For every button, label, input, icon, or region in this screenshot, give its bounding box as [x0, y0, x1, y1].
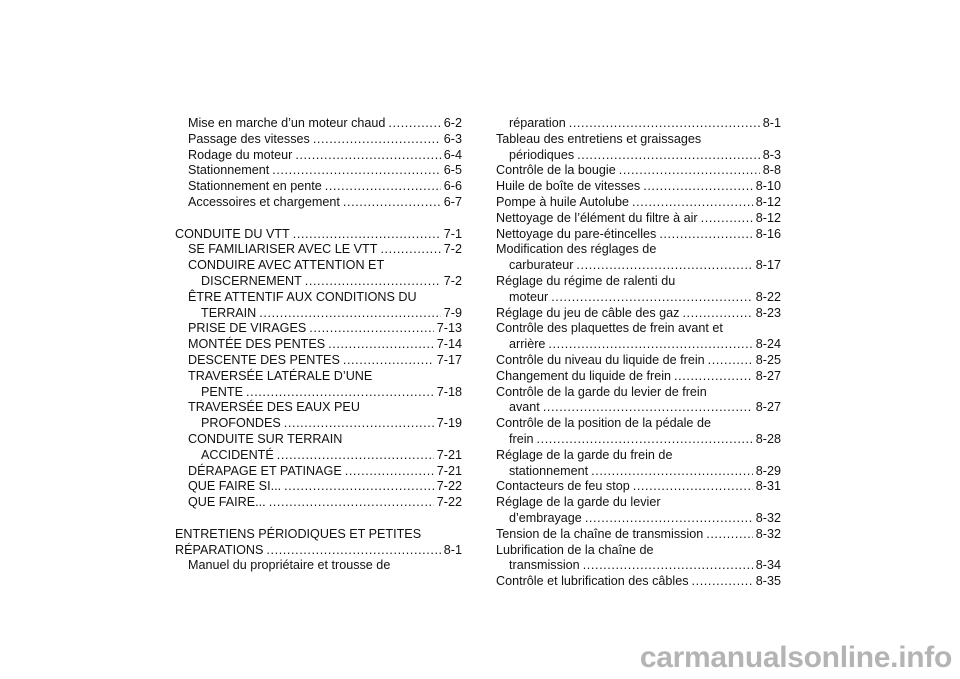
- toc-entry-label: RÉPARATIONS: [175, 542, 264, 557]
- toc-dot-leader: [343, 195, 441, 211]
- toc-entry[interactable]: [175, 448, 462, 464]
- toc-entry[interactable]: [175, 306, 462, 322]
- toc-page-number: 8-1: [762, 116, 781, 130]
- toc-entry[interactable]: [175, 321, 462, 337]
- toc-entry-label: Accessoires et chargement: [188, 194, 340, 209]
- toc-page-number: 8-12: [755, 194, 781, 209]
- toc-dot-leader: [619, 163, 760, 179]
- toc-entry-label: Stationnement: [188, 163, 270, 178]
- toc-entry-label: Contrôle de la garde du levier de frein: [496, 384, 707, 399]
- toc-page-number: 8-16: [755, 226, 781, 241]
- toc-dot-leader: [388, 116, 440, 132]
- toc-entry-continued[interactable]: [175, 400, 462, 416]
- toc-entry[interactable]: [175, 132, 462, 148]
- toc-entry-label: Modification des réglages de: [496, 242, 657, 257]
- toc-dot-leader: [309, 321, 434, 337]
- toc-entry-label: Pompe à huile Autolube: [496, 194, 630, 209]
- toc-entry[interactable]: [496, 148, 781, 164]
- toc-entry-continued[interactable]: [175, 432, 462, 448]
- toc-entry-label: Mise en marche d’un moteur chaud: [188, 116, 386, 130]
- toc-entry[interactable]: [496, 432, 781, 448]
- toc-entry-continued[interactable]: [496, 321, 781, 337]
- toc-entry[interactable]: [496, 290, 781, 306]
- toc-entry-label: Huile de boîte de vitesses: [496, 179, 641, 194]
- toc-page-number: 7-22: [436, 495, 462, 510]
- toc-dot-leader: [692, 574, 753, 590]
- toc-entry-label: périodiques: [509, 147, 575, 162]
- toc-page-number: 6-7: [443, 194, 462, 209]
- toc-entry-label: CONDUITE SUR TERRAIN: [188, 431, 343, 446]
- toc-entry-label: CONDUIRE AVEC ATTENTION ET: [188, 258, 385, 273]
- toc-dot-leader: [643, 179, 753, 195]
- toc-entry[interactable]: [175, 179, 462, 195]
- toc-entry-label: ACCIDENTÉ: [201, 447, 274, 462]
- toc-gap: [175, 211, 462, 227]
- toc-entry[interactable]: [496, 353, 781, 369]
- toc-dot-leader: [551, 290, 753, 306]
- toc-entry-label: Contrôle et lubrification des câbles: [496, 574, 689, 589]
- toc-dot-leader: [682, 306, 752, 322]
- toc-dot-leader: [328, 337, 434, 353]
- toc-entry-label: moteur: [509, 289, 549, 304]
- toc-entry[interactable]: [175, 148, 462, 164]
- toc-entry-label: PRISE DE VIRAGES: [188, 321, 307, 336]
- toc-page-number: 8-27: [755, 400, 781, 415]
- toc-entry[interactable]: [496, 369, 781, 385]
- toc-entry-label: Réglage de la garde du levier: [496, 495, 661, 510]
- toc-page-number: 8-10: [755, 179, 781, 194]
- toc-entry[interactable]: [496, 227, 781, 243]
- toc-page-number: 8-12: [755, 210, 781, 225]
- toc-entry-continued[interactable]: [175, 369, 462, 385]
- toc-dot-leader: [585, 511, 753, 527]
- toc-gap: [175, 511, 462, 527]
- toc-entry-label: Réglage du régime de ralenti du: [496, 273, 676, 288]
- toc-entry-label: transmission: [509, 558, 580, 573]
- toc-entry-continued[interactable]: [496, 242, 781, 258]
- toc-page-number: 7-9: [443, 305, 462, 320]
- toc-entry-continued[interactable]: [496, 132, 781, 148]
- toc-dot-leader: [345, 464, 434, 480]
- toc-page-number: 8-28: [755, 431, 781, 446]
- toc-entry-continued[interactable]: [496, 495, 781, 511]
- toc-dot-leader: [295, 148, 440, 164]
- toc-dot-leader: [266, 543, 440, 559]
- toc-entry-label: QUE FAIRE...: [188, 495, 266, 510]
- toc-entry-label: DÉRAPAGE ET PATINAGE: [188, 463, 342, 478]
- toc-dot-leader: [272, 163, 441, 179]
- toc-entry-label: frein: [509, 431, 534, 446]
- toc-entry[interactable]: [175, 416, 462, 432]
- toc-entry[interactable]: [496, 306, 781, 322]
- toc-page-number: 6-6: [443, 179, 462, 194]
- toc-dot-leader: [632, 195, 753, 211]
- toc-entry[interactable]: [496, 116, 781, 132]
- toc-entry-label: avant: [509, 400, 540, 415]
- toc-page-number: 6-4: [443, 147, 462, 162]
- toc-entry[interactable]: [496, 464, 781, 480]
- toc-entry[interactable]: [175, 274, 462, 290]
- toc-page-number: 7-13: [436, 321, 462, 336]
- toc-entry-label: Contrôle de la bougie: [496, 163, 616, 178]
- toc-entry[interactable]: [175, 353, 462, 369]
- toc-dot-leader: [537, 432, 753, 448]
- toc-page-number: 8-23: [755, 305, 781, 320]
- toc-entry[interactable]: [175, 242, 462, 258]
- toc-page-number: 8-25: [755, 352, 781, 367]
- toc-dot-leader: [380, 242, 440, 258]
- toc-page-number: 7-21: [436, 447, 462, 462]
- toc-entry[interactable]: [496, 195, 781, 211]
- toc-dot-leader: [576, 258, 752, 274]
- toc-dot-leader: [659, 227, 752, 243]
- toc-entry-label: Contrôle des plaquettes de frein avant et: [496, 321, 723, 336]
- toc-entry-label: TRAVERSÉE LATÉRALE D’UNE: [188, 368, 373, 383]
- toc-entry-label: Lubrification de la chaîne de: [496, 542, 654, 557]
- toc-entry-continued[interactable]: [496, 274, 781, 290]
- toc-entry-label: Tableau des entretiens et graissages: [496, 131, 702, 146]
- toc-entry[interactable]: [496, 179, 781, 195]
- toc-dot-leader: [259, 306, 441, 322]
- toc-entry-continued[interactable]: [175, 558, 462, 574]
- toc-entry-label: CONDUITE DU VTT: [175, 226, 290, 241]
- toc-page-number: 8-32: [755, 510, 781, 525]
- toc-page-number: 8-24: [755, 337, 781, 352]
- toc-dot-leader: [701, 211, 753, 227]
- toc-entry-label: TRAVERSÉE DES EAUX PEU: [188, 400, 360, 415]
- toc-entry-label: Passage des vitesses: [188, 131, 310, 146]
- toc-page-number: 7-14: [436, 337, 462, 352]
- toc-entry-label: arrière: [509, 337, 546, 352]
- toc-entry-continued[interactable]: [175, 290, 462, 306]
- toc-entry-label: Rodage du moteur: [188, 147, 293, 162]
- toc-entry-label: PENTE: [201, 384, 243, 399]
- toc-entry-label: MONTÉE DES PENTES: [188, 337, 326, 352]
- toc-entry-label: SE FAMILIARISER AVEC LE VTT: [188, 242, 378, 257]
- toc-entry[interactable]: [496, 511, 781, 527]
- toc-entry-label: Contrôle du niveau du liquide de frein: [496, 352, 705, 367]
- toc-dot-leader: [284, 416, 434, 432]
- toc-entry-label: d’embrayage: [509, 510, 582, 525]
- toc-dot-leader: [246, 385, 434, 401]
- toc-dot-leader: [708, 353, 753, 369]
- toc-entry-continued[interactable]: [496, 385, 781, 401]
- toc-entry-label: TERRAIN: [201, 305, 257, 320]
- toc-page-number: 8-35: [755, 574, 781, 589]
- toc-dot-leader: [269, 495, 434, 511]
- toc-page-number: 8-3: [762, 147, 781, 162]
- toc-dot-leader: [569, 116, 760, 132]
- toc-entry-label: DESCENTE DES PENTES: [188, 352, 340, 367]
- toc-entry-label: Tension de la chaîne de transmission: [496, 526, 704, 541]
- toc-entry[interactable]: [175, 385, 462, 401]
- toc-entry-label: Manuel du propriétaire et trousse de: [188, 558, 391, 573]
- toc-dot-leader: [583, 558, 753, 574]
- toc-entry-label: DISCERNEMENT: [201, 273, 302, 288]
- toc-dot-leader: [305, 274, 441, 290]
- toc-page-number: 8-31: [755, 479, 781, 494]
- toc-entry[interactable]: [496, 400, 781, 416]
- toc-entry-continued[interactable]: [496, 416, 781, 432]
- toc-dot-leader: [706, 527, 753, 543]
- toc-page-number: 8-8: [762, 163, 781, 178]
- toc-entry-label: ÊTRE ATTENTIF AUX CONDITIONS DU: [188, 289, 417, 304]
- toc-dot-leader: [548, 337, 752, 353]
- toc-page-number: 8-27: [755, 368, 781, 383]
- toc-entry[interactable]: [496, 574, 781, 590]
- toc-entry-label: Nettoyage de l’élément du filtre à air: [496, 210, 698, 225]
- toc-page-number: 8-29: [755, 463, 781, 478]
- toc-entry[interactable]: [496, 337, 781, 353]
- toc-dot-leader: [543, 400, 753, 416]
- toc-entry-label: Nettoyage du pare-étincelles: [496, 226, 657, 241]
- toc-dot-leader: [277, 448, 434, 464]
- toc-page-number: 7-2: [443, 242, 462, 257]
- toc-entry-label: Stationnement en pente: [188, 179, 322, 194]
- toc-page-number: 6-3: [443, 131, 462, 146]
- toc-entry[interactable]: [175, 543, 462, 559]
- toc-entry[interactable]: [175, 337, 462, 353]
- toc-page-number: 8-22: [755, 289, 781, 304]
- toc-entry-continued[interactable]: [175, 258, 462, 274]
- toc-entry[interactable]: [496, 527, 781, 543]
- toc-entry-label: QUE FAIRE SI...: [188, 479, 282, 494]
- toc-page-number: 8-32: [755, 526, 781, 541]
- toc-entry-label: Réglage du jeu de câble des gaz: [496, 305, 680, 320]
- toc-entry-continued[interactable]: [496, 543, 781, 559]
- toc-entry-label: carburateur: [509, 258, 574, 273]
- toc-dot-leader: [591, 464, 753, 480]
- toc-page-number: 7-22: [436, 479, 462, 494]
- toc-entry-continued[interactable]: [175, 527, 462, 543]
- toc-entry[interactable]: [175, 495, 462, 511]
- toc-page-number: 7-17: [436, 352, 462, 367]
- toc-page-number: 7-21: [436, 463, 462, 478]
- toc-entry[interactable]: [175, 116, 462, 132]
- toc-dot-leader: [284, 479, 434, 495]
- toc-page-number: 8-1: [443, 542, 462, 557]
- toc-entry-label: Réglage de la garde du frein de: [496, 447, 673, 462]
- toc-column-left: [175, 116, 462, 574]
- toc-dot-leader: [325, 179, 441, 195]
- toc-page-number: 7-19: [436, 416, 462, 431]
- toc-page-number: 7-2: [443, 273, 462, 288]
- toc-page-number: 8-34: [755, 558, 781, 573]
- toc-page-number: 6-2: [443, 116, 462, 130]
- toc-entry-label: ENTRETIENS PÉRIODIQUES ET PETITES: [175, 526, 422, 541]
- toc-entry-label: Changement du liquide de frein: [496, 368, 672, 383]
- toc-column-right: [496, 116, 781, 590]
- watermark-text: carmanualsonline.info: [639, 641, 952, 674]
- toc-entry[interactable]: [175, 464, 462, 480]
- toc-page-number: 8-17: [755, 258, 781, 273]
- toc-entry[interactable]: [175, 163, 462, 179]
- toc-entry[interactable]: [175, 479, 462, 495]
- toc-page-number: 7-18: [436, 384, 462, 399]
- toc-entry[interactable]: [496, 258, 781, 274]
- toc-entry-continued[interactable]: [496, 448, 781, 464]
- toc-entry[interactable]: [496, 558, 781, 574]
- toc-page-number: 7-1: [443, 226, 462, 241]
- toc-dot-leader: [577, 148, 760, 164]
- toc-entry-label: réparation: [509, 116, 566, 130]
- toc-dot-leader: [313, 132, 441, 148]
- toc-entry-label: Contacteurs de feu stop: [496, 479, 630, 494]
- toc-entry[interactable]: [496, 211, 781, 227]
- toc-dot-leader: [293, 227, 441, 243]
- toc-entry[interactable]: [496, 163, 781, 179]
- toc-page-number: 6-5: [443, 163, 462, 178]
- toc-entry[interactable]: [496, 479, 781, 495]
- toc-entry-label: stationnement: [509, 463, 589, 478]
- toc-dot-leader: [633, 479, 753, 495]
- toc-entry[interactable]: [175, 227, 462, 243]
- toc-entry-label: PROFONDES: [201, 416, 281, 431]
- toc-dot-leader: [343, 353, 434, 369]
- toc-entry-label: Contrôle de la position de la pédale de: [496, 416, 711, 431]
- toc-entry[interactable]: [175, 195, 462, 211]
- toc-dot-leader: [674, 369, 753, 385]
